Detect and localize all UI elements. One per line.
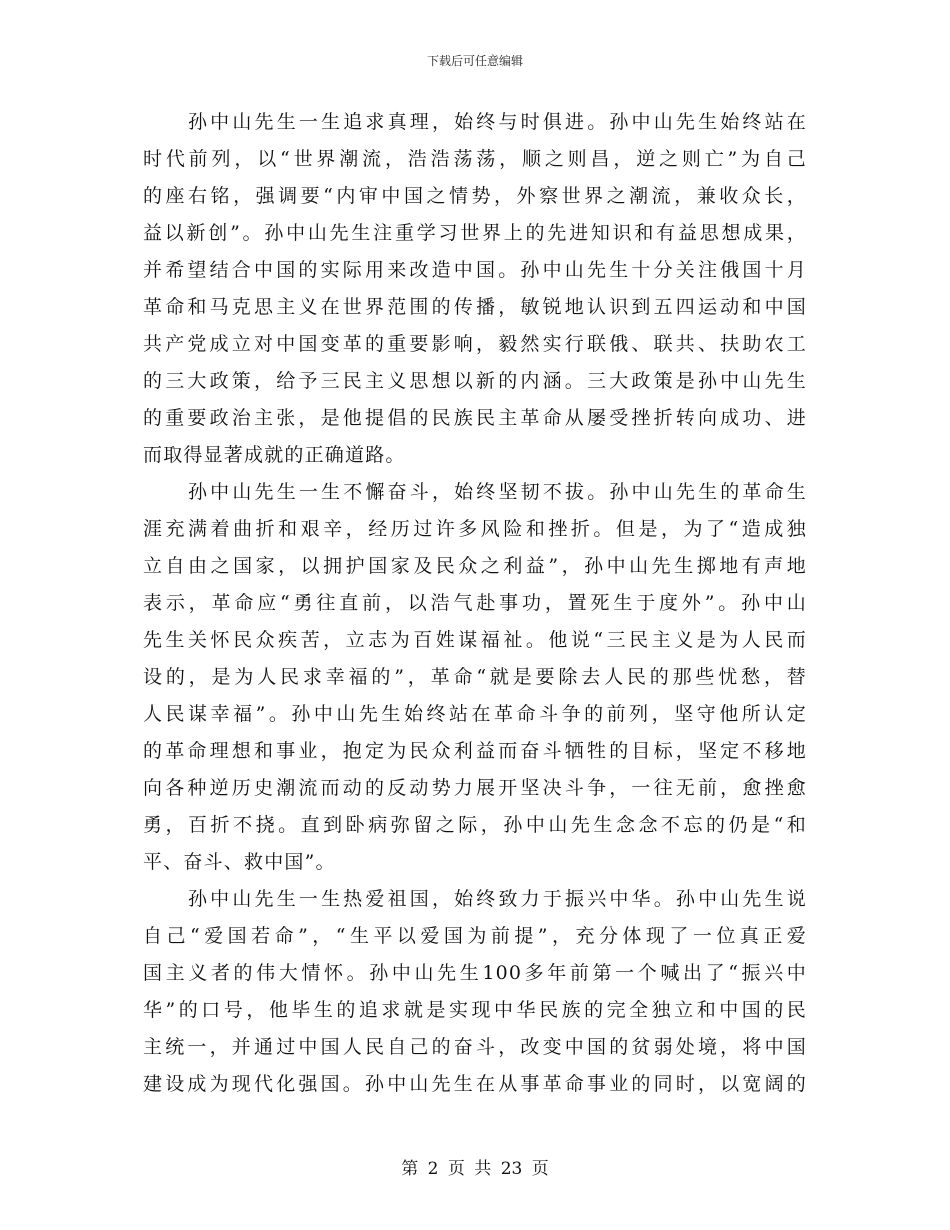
paragraph-1-line: 益以新创”。孙中山先生注重学习世界上的先进知识和有益思想成果，: [143, 222, 807, 244]
paragraph-1-line: 革命和马克思主义在世界范围的传播，敏锐地认识到五四运动和中国: [143, 296, 807, 318]
paragraph-1-line: 的座右铭，强调要“内审中国之情势，外察世界之潮流，兼收众长，: [143, 185, 807, 207]
paragraph-1-line: 时代前列，以“世界潮流，浩浩荡荡，顺之则昌，逆之则亡”为自己: [143, 148, 807, 170]
paragraph-2-line: 勇，百折不挠。直到卧病弥留之际，孙中山先生念念不忘的仍是“和: [143, 814, 807, 836]
paragraph-2-line: 设的，是为人民求幸福的”，革命“就是要除去人民的那些忧愁，替: [143, 666, 807, 688]
body-text: [143, 104, 807, 1103]
paragraph-2-line: 表示，革命应“勇往直前，以浩气赴事功，置死生于度外”。孙中山: [143, 592, 807, 614]
paragraph-2-line: 平、奋斗、救中国”。: [143, 851, 336, 873]
paragraph-1-line: 的三大政策，给予三民主义思想以新的内涵。三大政策是孙中山先生: [143, 370, 807, 392]
paragraph-3-line: 建设成为现代化强国。孙中山先生在从事革命事业的同时，以宽阔的: [143, 1073, 807, 1095]
paragraph-3-line: 孙中山先生一生热爱祖国，始终致力于振兴中华。孙中山先生说: [188, 888, 807, 910]
paragraph-1-line: 共产党成立对中国变革的重要影响，毅然实行联俄、联共、扶助农工: [143, 333, 807, 355]
page-number-footer: 第 2 页 共 23 页: [401, 1159, 549, 1179]
paragraph-2-line: 向各种逆历史潮流而动的反动势力展开坚决斗争，一往无前，愈挫愈: [143, 777, 807, 799]
paragraph-1-line: 而取得显著成就的正确道路。: [143, 444, 406, 466]
paragraph-3-line: 主统一，并通过中国人民自己的奋斗，改变中国的贫弱处境，将中国: [143, 1036, 807, 1058]
paragraph-2-line: 人民谋幸福”。孙中山先生始终站在革命斗争的前列，坚守他所认定: [143, 703, 807, 725]
paragraph-3-line: 国主义者的伟大情怀。孙中山先生100多年前第一个喊出了“振兴中: [143, 962, 807, 984]
paragraph-3-line: 自己“爱国若命”，“生平以爱国为前提”，充分体现了一位真正爱: [143, 925, 807, 947]
paragraph-2-line: 涯充满着曲折和艰辛，经历过许多风险和挫折。但是，为了“造成独: [143, 518, 807, 540]
header-note: 下载后可任意编辑: [426, 54, 523, 68]
paragraph-2-line: 先生关怀民众疾苦，立志为百姓谋福祉。他说“三民主义是为人民而: [143, 629, 807, 651]
paragraph-1-line: 并希望结合中国的实际用来改造中国。孙中山先生十分关注俄国十月: [143, 259, 807, 281]
paragraph-1-line: 孙中山先生一生追求真理，始终与时俱进。孙中山先生始终站在: [188, 111, 807, 133]
paragraph-1-line: 的重要政治主张，是他提倡的民族民主革命从屡受挫折转向成功、进: [143, 407, 807, 429]
paragraph-2-line: 的革命理想和事业，抱定为民众利益而奋斗牺牲的目标，坚定不移地: [143, 740, 807, 762]
paragraph-2-line: 孙中山先生一生不懈奋斗，始终坚韧不拔。孙中山先生的革命生: [188, 481, 807, 503]
paragraph-2-line: 立自由之国家，以拥护国家及民众之利益”，孙中山先生掷地有声地: [143, 555, 807, 577]
paragraph-3-line: 华”的口号，他毕生的追求就是实现中华民族的完全独立和中国的民: [143, 999, 807, 1021]
